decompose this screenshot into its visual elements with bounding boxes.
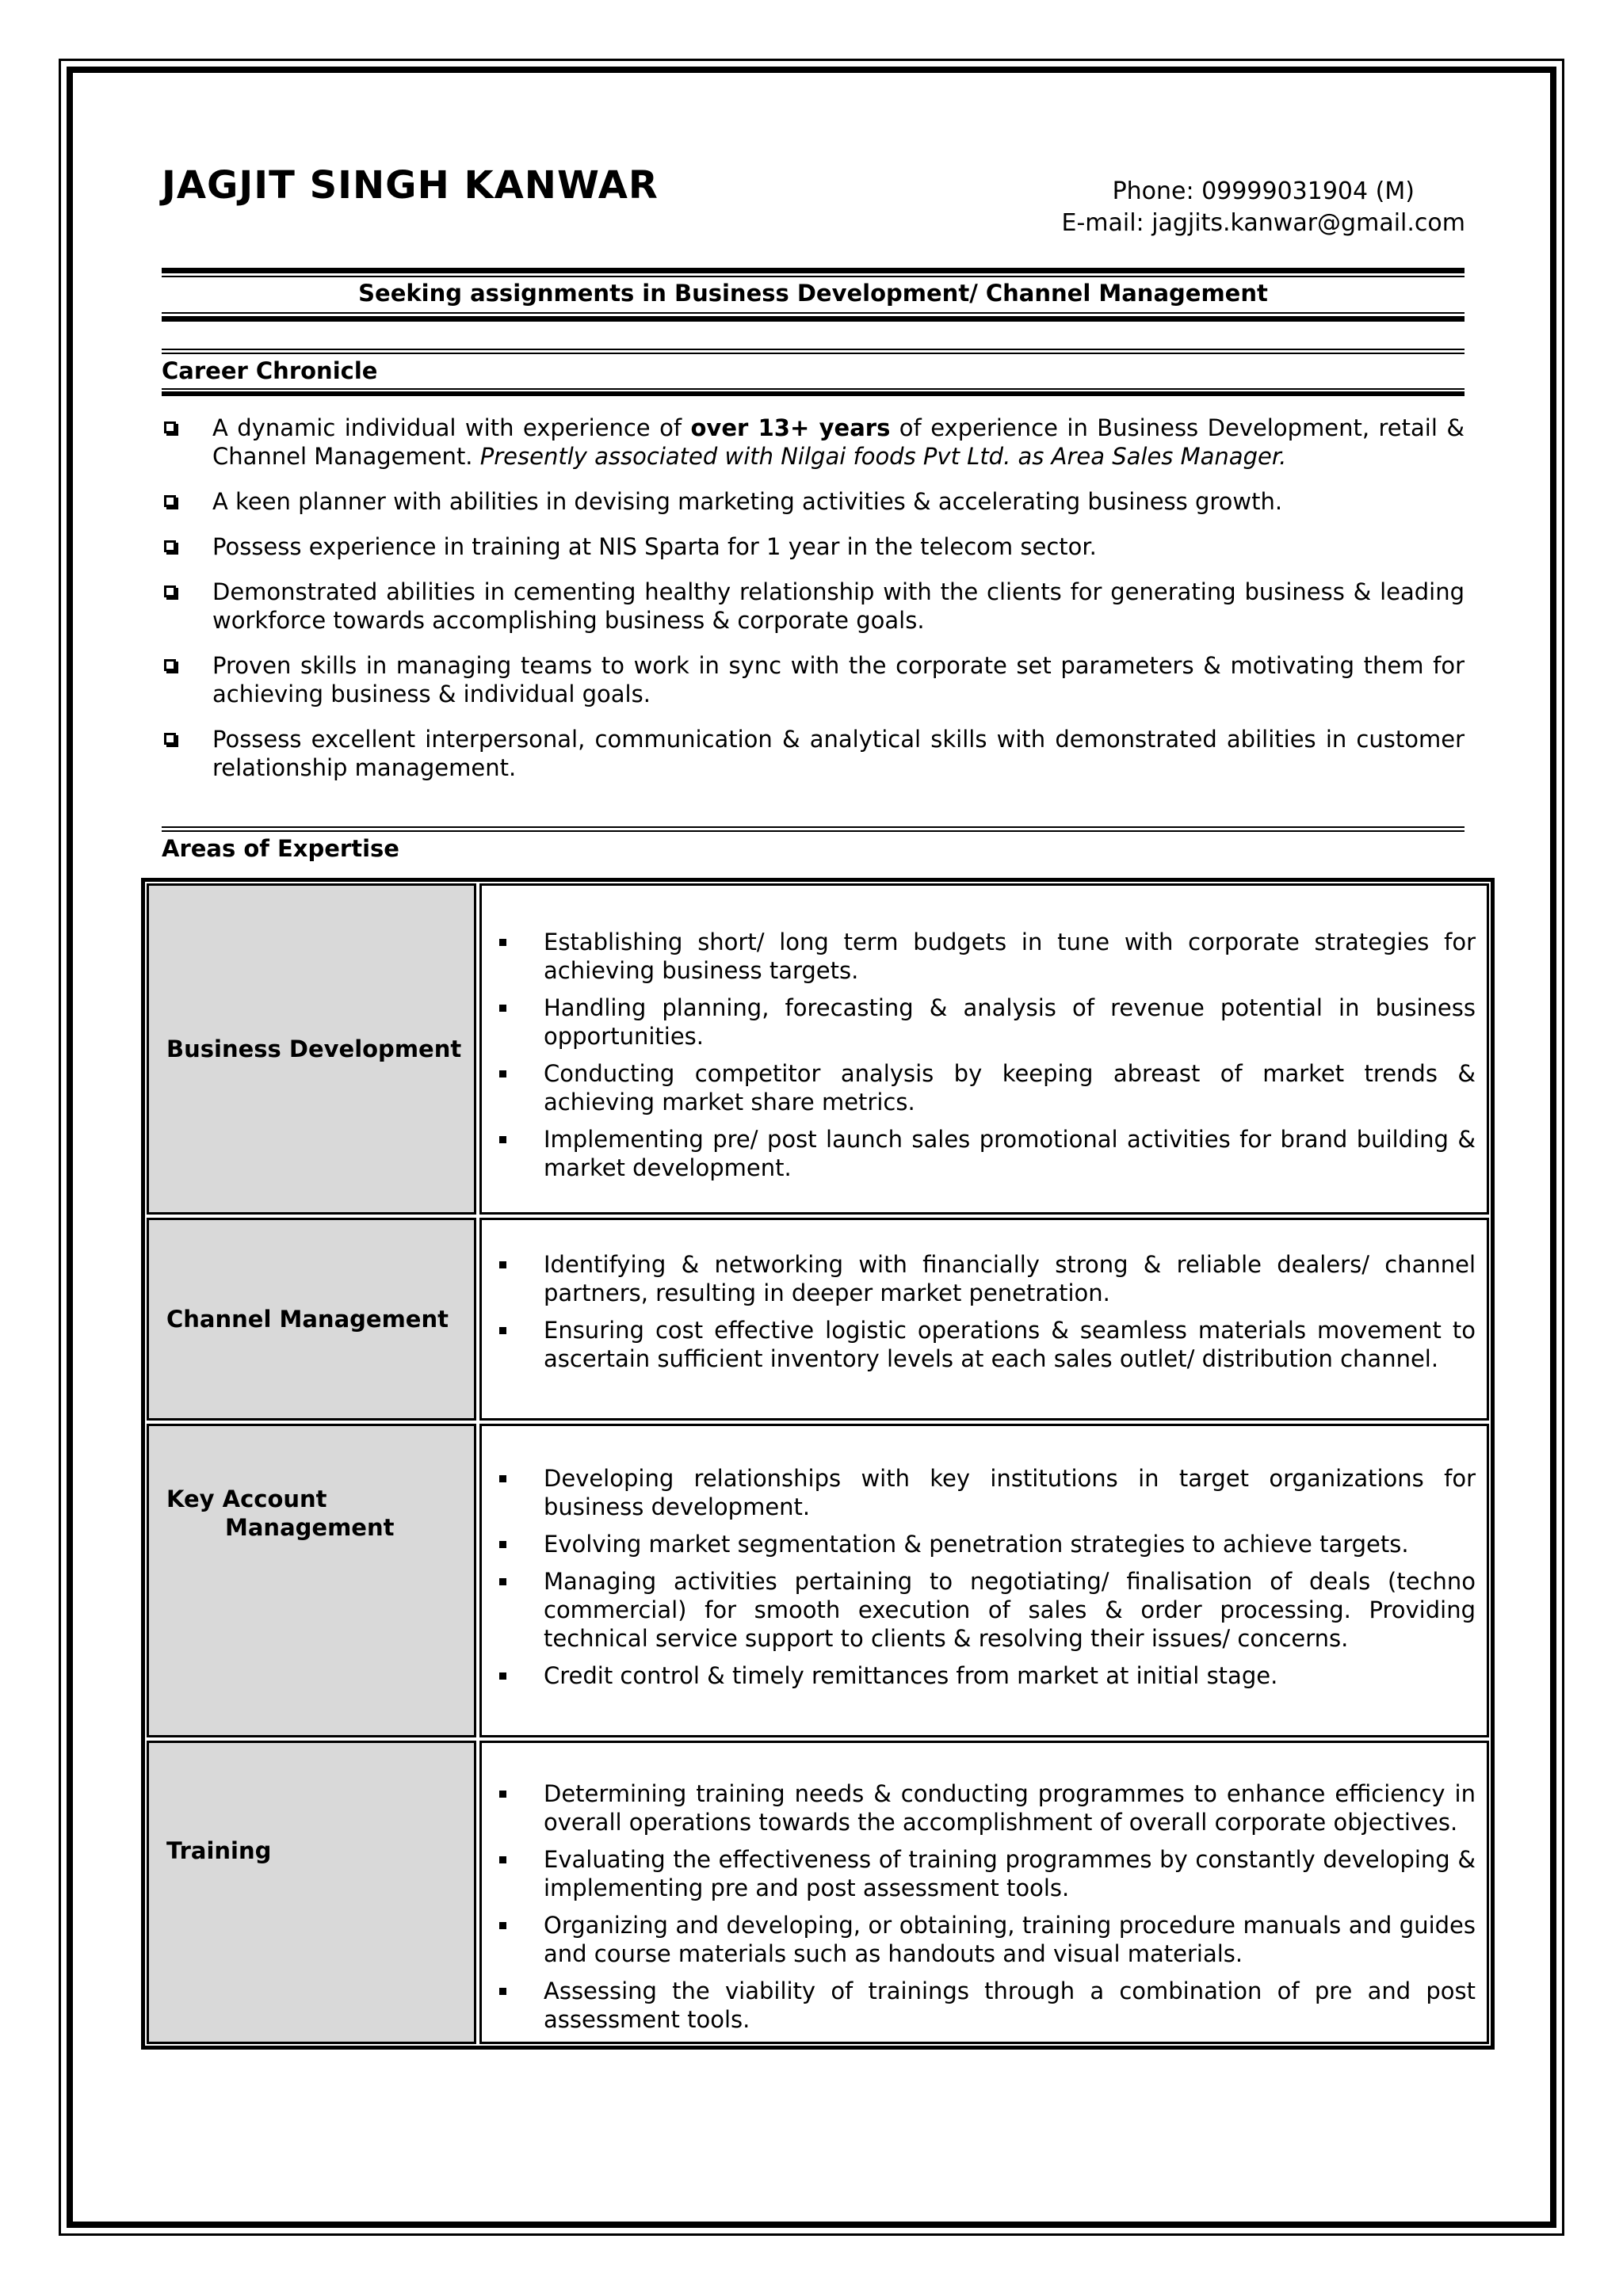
expertise-rule-top-2	[162, 830, 1465, 832]
table-row	[147, 1218, 1489, 1421]
list-item: Evaluating the effectiveness of training programmes by constantly developing & implementing pre and post assessment tools.	[482, 1845, 1487, 1902]
list-item: Implementing pre/ post launch sales promotional activities for brand building & market development.	[482, 1125, 1487, 1182]
section-title-career-chronicle: Career Chronicle	[162, 357, 378, 384]
table-row	[147, 1741, 1489, 2044]
tagline-rule-bottom-thin	[162, 312, 1465, 314]
square-bullet-icon	[499, 1922, 506, 1929]
chronicle-rule-top-2	[162, 353, 1465, 354]
table-row	[147, 883, 1489, 1215]
expertise-label-line-1: Key Account	[166, 1486, 327, 1512]
tagline-rule-top	[162, 268, 1465, 273]
square-bullet-icon	[499, 1578, 506, 1585]
list-item: Proven skills in managing teams to work in sync with the corporate set parameters & motivating them for achieving business & individual goals.	[162, 651, 1465, 708]
contact-info	[1062, 176, 1466, 239]
tagline-rule-bottom	[162, 316, 1465, 322]
list-item: Ensuring cost effective logistic operations & seamless materials movement to ascertain sufficient inventory levels at each sales outlet/ distribution channel.	[482, 1316, 1487, 1373]
expertise-label	[147, 1424, 476, 1737]
expertise-label: Channel Management	[147, 1218, 476, 1421]
checkbox-bullet-icon	[164, 540, 176, 552]
list-item: Credit control & timely remittances from market at initial stage.	[482, 1661, 1487, 1690]
square-bullet-icon	[499, 1327, 506, 1334]
square-bullet-icon	[499, 1988, 506, 1995]
phone-number: Phone: 09999031904 (M)	[1112, 177, 1415, 205]
square-bullet-icon	[499, 1791, 506, 1798]
checkbox-bullet-icon	[164, 421, 176, 433]
list-item: Organizing and developing, or obtaining, training procedure manuals and guides and course materials such as handouts and visual materials.	[482, 1911, 1487, 1968]
expertise-label-line-2: Management	[225, 1514, 395, 1541]
tagline-rule-top-thin	[162, 276, 1465, 277]
checkbox-bullet-icon	[164, 733, 176, 745]
square-bullet-icon	[499, 1672, 506, 1680]
expertise-details	[479, 1424, 1489, 1737]
square-bullet-icon	[499, 1261, 506, 1268]
list-item: Determining training needs & conducting programmes to enhance efficiency in overall operations towards the accomplishment of overall corporate objectives.	[482, 1779, 1487, 1836]
expertise-details	[479, 883, 1489, 1215]
checkbox-bullet-icon	[164, 659, 176, 671]
expertise-details	[479, 1218, 1489, 1421]
list-item: Demonstrated abilities in cementing healthy relationship with the clients for generating business & leading workforce towards accomplishing business & corporate goals.	[162, 578, 1465, 635]
list-item: Evolving market segmentation & penetration strategies to achieve targets.	[482, 1530, 1487, 1558]
chronicle-rule-bottom	[162, 391, 1465, 396]
list-item: Possess excellent interpersonal, communication & analytical skills with demonstrated abilities in customer relationship management.	[162, 725, 1465, 782]
square-bullet-icon	[499, 1005, 506, 1012]
list-item: Assessing the viability of trainings through a combination of pre and post assessment tools.	[482, 1977, 1487, 2034]
checkbox-bullet-icon	[164, 495, 176, 507]
career-chronicle-list	[162, 414, 1465, 799]
expertise-table	[141, 878, 1495, 2050]
objective-tagline: Seeking assignments in Business Development/ Channel Management	[358, 280, 1268, 307]
list-item: Managing activities pertaining to negotiating/ finalisation of deals (techno commercial) for smooth execution of sales & order processing. Providing technical service support to clients & resolving their issues/ concerns.	[482, 1567, 1487, 1653]
square-bullet-icon	[499, 1541, 506, 1548]
section-title-areas-of-expertise: Areas of Expertise	[162, 835, 399, 862]
list-item: Identifying & networking with financially strong & reliable dealers/ channel partners, resulting in deeper market penetration.	[482, 1250, 1487, 1307]
checkbox-bullet-icon	[164, 585, 176, 597]
expertise-label: Training	[147, 1741, 476, 2044]
list-item: Conducting competitor analysis by keeping abreast of market trends & achieving market share metrics.	[482, 1059, 1487, 1116]
square-bullet-icon	[499, 1856, 506, 1863]
square-bullet-icon	[499, 1136, 506, 1143]
chronicle-rule-top	[162, 349, 1465, 350]
list-item: Establishing short/ long term budgets in tune with corporate strategies for achieving business targets.	[482, 928, 1487, 985]
table-row	[147, 1424, 1489, 1737]
expertise-rule-top	[162, 826, 1465, 828]
experience-years: over 13+ years	[690, 414, 891, 441]
list-item: A keen planner with abilities in devising marketing activities & accelerating business growth.	[162, 487, 1465, 516]
current-position: Presently associated with Nilgai foods Pvt Ltd. as Area Sales Manager.	[479, 443, 1287, 470]
square-bullet-icon	[499, 1475, 506, 1482]
expertise-details	[479, 1741, 1489, 2044]
list-item: A dynamic individual with experience of over 13+ years of experience in Business Development, retail & Channel Management. Presently associated with Nilgai foods Pvt Ltd. as Area Sales Manager.	[162, 414, 1465, 471]
square-bullet-icon	[499, 1070, 506, 1077]
list-item: Possess experience in training at NIS Sparta for 1 year in the telecom sector.	[162, 532, 1465, 561]
chronicle-rule-bottom-thin	[162, 388, 1465, 390]
candidate-name: JAGJIT SINGH KANWAR	[162, 163, 659, 208]
email-address: E-mail: jagjits.kanwar@gmail.com	[1061, 209, 1465, 237]
list-item: Developing relationships with key institutions in target organizations for business development.	[482, 1464, 1487, 1521]
expertise-label: Business Development	[147, 883, 476, 1215]
square-bullet-icon	[499, 939, 506, 946]
list-item: Handling planning, forecasting & analysis of revenue potential in business opportunities.	[482, 994, 1487, 1051]
